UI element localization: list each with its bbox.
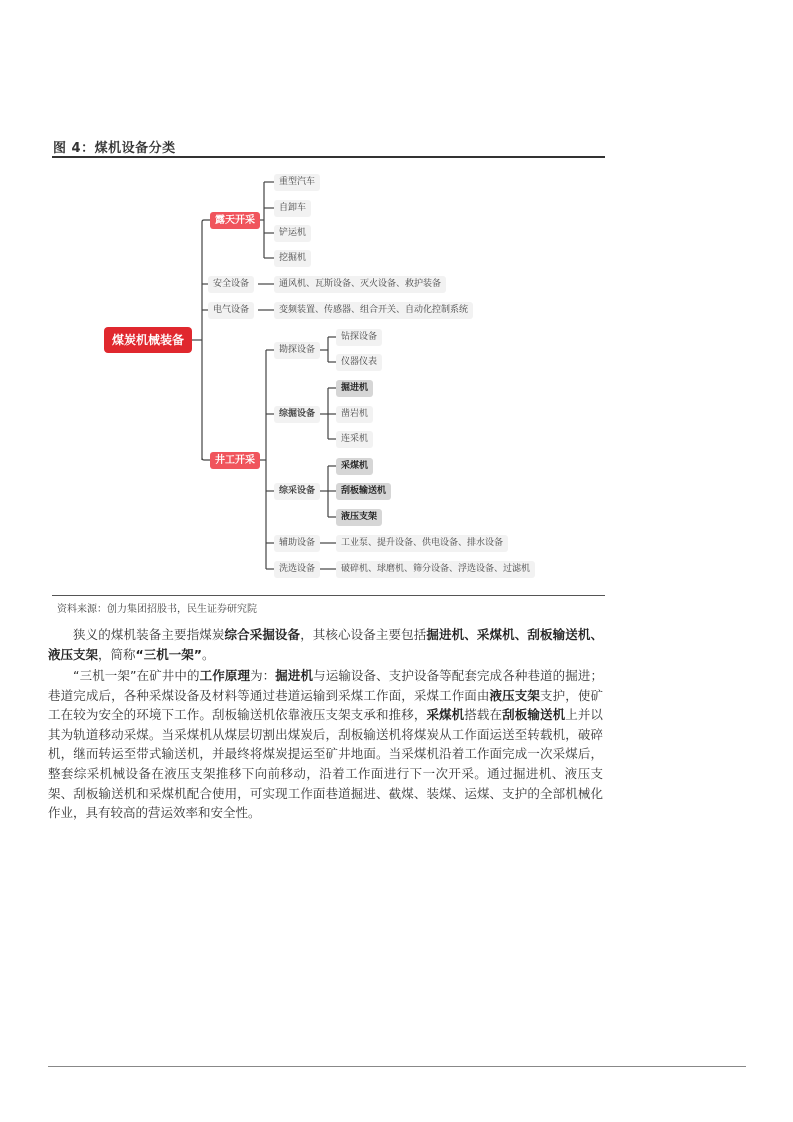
p1-segment: ，其核心设备主要包括 — [300, 627, 427, 642]
p2-segment: 工作原理 — [199, 668, 251, 683]
p1-segment: 狭义的煤机装备主要指煤炭 — [73, 627, 225, 642]
open-pit-item-3: 铲运机 — [274, 225, 311, 242]
figure-top-rule — [52, 156, 605, 158]
exploration-node: 勘探设备 — [274, 342, 320, 359]
p2-segment: 液压支架 — [489, 687, 541, 703]
p2-segment: 支护，使矿工在较为安全的环境下工作。刮板输送机依靠液压支架支承和推移， — [48, 687, 603, 723]
tunneling-item-3: 连采机 — [336, 431, 373, 448]
tunneling-item-1: 掘进机 — [336, 380, 373, 397]
footer-rule — [48, 1066, 746, 1067]
safety-detail: 通风机、瓦斯设备、灭火设备、救护装备 — [274, 276, 446, 293]
mining-item-3: 液压支架 — [336, 509, 382, 526]
branch-safety: 安全设备 — [208, 276, 254, 293]
p2-segment: 采煤机 — [426, 707, 465, 723]
electric-detail: 变频装置、传感器、组合开关、自动化控制系统 — [274, 302, 473, 319]
p1-segment: ，简称 — [98, 646, 136, 662]
p2-segment: “三机一架”在矿井中的 — [73, 668, 200, 683]
exploration-item-1: 钻探设备 — [336, 329, 382, 346]
auxiliary-detail: 工业泵、提升设备、供电设备、排水设备 — [336, 535, 508, 552]
p1-segment: “三机一架” — [135, 646, 202, 662]
washing-detail: 破碎机、球磨机、筛分设备、浮选设备、过滤机 — [336, 561, 535, 578]
branch-underground: 井工开采 — [210, 452, 260, 469]
figure-source: 资料来源：创力集团招股书，民生证券研究院 — [57, 604, 257, 615]
tunneling-node: 综掘设备 — [274, 406, 320, 423]
paragraph-1 — [48, 625, 603, 664]
connector-lines — [52, 160, 605, 595]
p1-segment: 综合采掘设备 — [224, 627, 301, 642]
open-pit-item-4: 挖掘机 — [274, 250, 311, 267]
branch-electric: 电气设备 — [208, 302, 254, 319]
branch-open-pit: 露天开采 — [210, 212, 260, 229]
p2-segment: 为： — [250, 668, 276, 683]
p1-segment: 。 — [201, 646, 215, 662]
p2-segment: 与运输设备、支护设备等配套完成各种巷道的掘进；巷道完成后，各种采煤设备及材料等通过巷道运输到采煤工作面，采煤工作面由 — [48, 668, 603, 703]
open-pit-item-2: 自卸车 — [274, 200, 311, 217]
p2-segment: 刮板输送机 — [502, 707, 566, 723]
p2-segment: 上并以其为轨道移动采煤。当采煤机从煤层切割出煤炭后，刮板输送机将煤炭从工作面运送至转载机，破碎机，继而转运至带式输送机，并最终将煤炭提运至矿井地面。当采煤机沿着工作面完成一次采煤后，整套综采机械设备在液压支架推移下向前移动，沿着工作面进行下一次开采。通过掘进机、液压支架、刮板输送机和采煤机配合使用，可实现工作面巷道掘进、截煤、装煤、运煤、支护的全部机械化作业，具有较高的营运效率和安全性。 — [48, 707, 603, 821]
auxiliary-node: 辅助设备 — [274, 535, 320, 552]
mining-item-1: 采煤机 — [336, 458, 373, 475]
mining-item-2: 刮板输送机 — [336, 483, 391, 500]
washing-node: 洗选设备 — [274, 561, 320, 578]
root-node: 煤炭机械装备 — [104, 327, 192, 353]
paragraph-2 — [48, 666, 603, 823]
tunneling-item-2: 凿岩机 — [336, 406, 373, 423]
mining-node: 综采设备 — [274, 483, 320, 500]
p2-segment: 搭载在 — [464, 707, 503, 723]
p2-segment: 掘进机 — [275, 668, 314, 683]
p1-segment: 掘进机、采煤机、刮板输送机、液压支架 — [48, 627, 603, 662]
figure-title: 图 4：煤机设备分类 — [53, 141, 176, 156]
exploration-item-2: 仪器仪表 — [336, 354, 382, 371]
figure-bottom-rule — [52, 595, 605, 596]
open-pit-item-1: 重型汽车 — [274, 174, 320, 191]
